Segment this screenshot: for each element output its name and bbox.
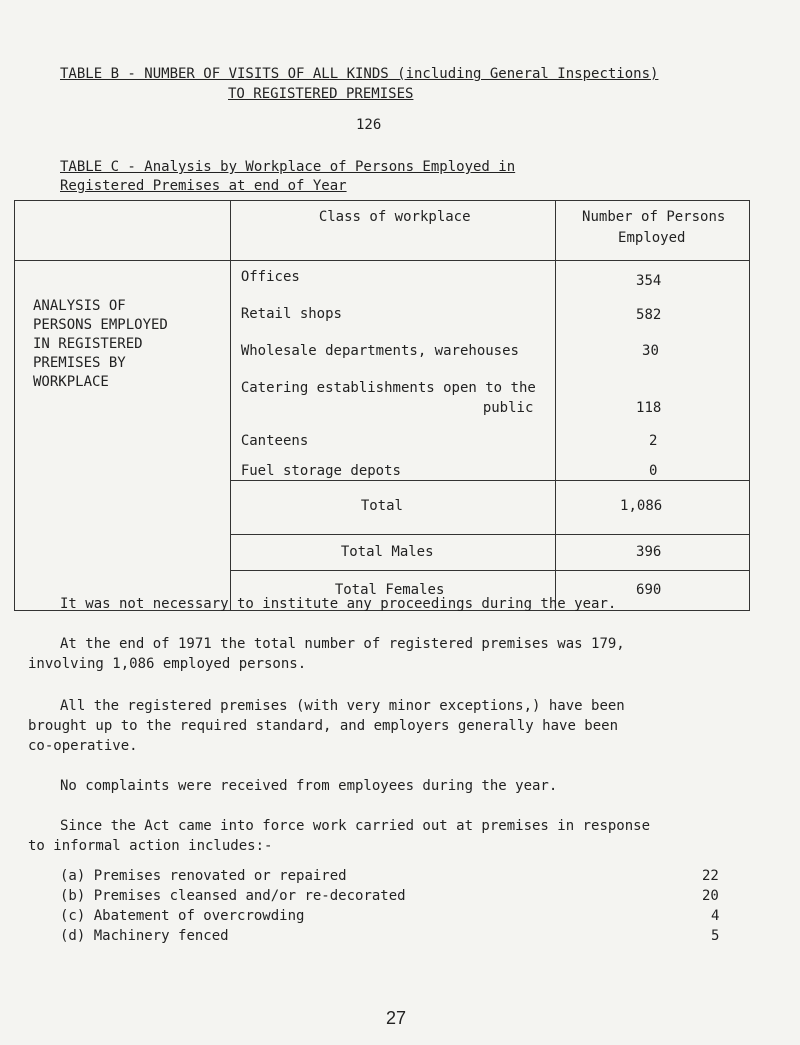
value-wholesale: 30 (642, 343, 659, 359)
workplace-list-cell (230, 261, 555, 481)
total-females-value: 690 (636, 582, 662, 598)
list-item (60, 888, 406, 904)
paragraph-standard (28, 696, 780, 756)
workplace-fuel-storage: Fuel storage depots (240, 463, 401, 479)
list-label: Machinery fenced (93, 928, 229, 944)
row-group-label-line: PREMISES BY (33, 355, 126, 371)
row-group-label-line: WORKPLACE (33, 374, 109, 390)
header-number-line2: Employed (618, 230, 686, 246)
list-label: Premises renovated or repaired (93, 868, 347, 884)
total-males-label-cell (230, 535, 555, 571)
table-b-value: 126 (356, 117, 382, 133)
workplace-canteens: Canteens (240, 433, 309, 449)
value-fuel-storage: 0 (649, 463, 658, 479)
paragraph-line: brought up to the required standard, and employers generally have been (28, 718, 619, 734)
page-number: 27 (386, 1008, 407, 1028)
row-group-label-line: IN REGISTERED (33, 336, 143, 352)
workplace-catering-cont: public (482, 400, 534, 416)
total-males-value-cell (556, 535, 750, 571)
total-label: Total (360, 498, 403, 514)
paragraph-line: involving 1,086 employed persons. (28, 656, 307, 672)
table-c-subtitle: Registered Premises at end of Year (60, 178, 347, 194)
row-group-label-line: ANALYSIS OF (33, 298, 126, 314)
header-number-cell (556, 201, 750, 261)
workplace-wholesale: Wholesale departments, warehouses (240, 343, 519, 359)
row-group-label (33, 297, 168, 392)
workplace-catering: Catering establishments open to the (240, 380, 536, 396)
list-label: Abatement of overcrowding (93, 908, 305, 924)
paragraph-proceedings: It was not necessary to institute any proceedings during the year. (60, 596, 617, 612)
paragraph-line: At the end of 1971 the total number of registered premises was 179, (60, 636, 625, 652)
table-c-title: TABLE C - Analysis by Workplace of Persons Employed in (60, 159, 516, 175)
table-b-title: TABLE B - NUMBER OF VISITS OF ALL KINDS (including General Inspections) (60, 66, 659, 82)
paragraph-registered-premises (28, 634, 780, 674)
table-b-subtitle: TO REGISTERED PREMISES (228, 86, 414, 102)
total-females-label: Total Females (334, 582, 445, 598)
value-retail-shops: 582 (636, 307, 662, 323)
total-males-value: 396 (636, 544, 662, 560)
value-catering: 118 (636, 400, 662, 416)
total-label-cell (230, 481, 555, 535)
list-item (60, 908, 304, 924)
value-canteens: 2 (649, 433, 658, 449)
total-value-cell (556, 481, 750, 535)
list-value: 20 (702, 888, 719, 904)
header-number-line1: Number of Persons (582, 209, 726, 225)
table-corner-cell (15, 201, 231, 261)
list-value: 22 (702, 868, 719, 884)
list-item (60, 928, 229, 944)
paragraph-line: to informal action includes:- (28, 838, 273, 854)
list-item (60, 868, 347, 884)
list-marker: (b) (60, 888, 86, 904)
row-group-label-cell (15, 261, 231, 611)
header-class-of-workplace: Class of workplace (318, 209, 471, 225)
list-value: 4 (711, 908, 720, 924)
paragraph-line: Since the Act came into force work carried out at premises in response (60, 818, 651, 834)
list-marker: (d) (60, 928, 86, 944)
paragraph-line: All the registered premises (with very minor exceptions,) have been (60, 698, 625, 714)
value-offices: 354 (636, 273, 662, 289)
total-males-label: Total Males (340, 544, 434, 560)
list-marker: (c) (60, 908, 86, 924)
total-value: 1,086 (620, 498, 663, 514)
header-class-cell (230, 201, 555, 261)
workplace-offices: Offices (240, 269, 300, 285)
row-group-label-line: PERSONS EMPLOYED (33, 317, 168, 333)
workplace-retail-shops: Retail shops (240, 306, 342, 322)
paragraph-informal-action (28, 816, 780, 856)
list-marker: (a) (60, 868, 86, 884)
number-list-cell (556, 261, 750, 481)
paragraph-line: co-operative. (28, 738, 138, 754)
list-value: 5 (711, 928, 720, 944)
list-label: Premises cleansed and/or re-decorated (93, 888, 406, 904)
paragraph-complaints: No complaints were received from employees during the year. (60, 778, 558, 794)
